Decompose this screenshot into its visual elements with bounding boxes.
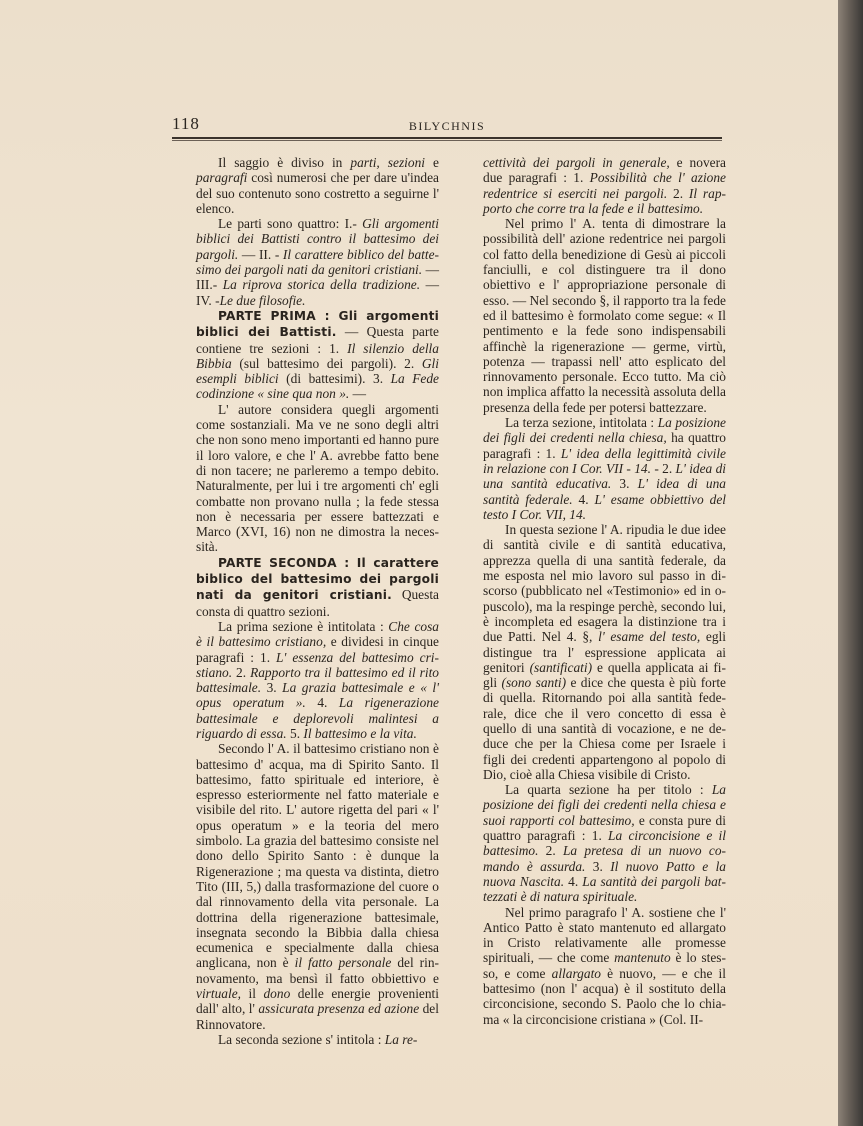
text-run: egli distingue tra l' espressione applicata ai genitori	[483, 629, 726, 675]
italic-text: La re-	[384, 1031, 418, 1047]
running-title: BILYCHNIS	[408, 119, 486, 133]
italic-text: Le due filosofie.	[219, 292, 306, 308]
italic-text: mantenuto	[614, 950, 671, 966]
italic-text: (sono santi)	[501, 675, 567, 691]
paragraph	[196, 155, 439, 216]
italic-text: La posizione dei figli dei credenti nella chiesa e suoi rapporti col battesimo,	[483, 782, 726, 828]
italic-text: L' essenza del battesimo cristiano.	[196, 649, 439, 680]
italic-text: (santificati)	[529, 659, 593, 675]
italic-text: assicurata presenza ed azione	[258, 1001, 420, 1017]
italic-text: allargato	[551, 965, 601, 981]
text-run: e quella applicata ai figli	[483, 659, 726, 691]
italic-text: l' esame del testo,	[598, 629, 701, 645]
text-run: 4.	[572, 491, 595, 507]
text-run: La terza sezione, intitolata :	[505, 415, 658, 431]
text-run: Nel primo paragrafo l' A. sostiene che l' Antico Patto è stato mantenuto ed allargato in Cristo relativamente alle promesse spirituali, — che come	[483, 904, 726, 966]
text-run: 4.	[564, 873, 583, 889]
text-run: ha quattro paragrafi : 1.	[483, 430, 726, 461]
text-run: del Rinnovatore.	[196, 1001, 439, 1032]
italic-text: La circoncisione e il battesimo.	[483, 828, 726, 859]
italic-text: L' idea di una santità educativa.	[483, 460, 727, 492]
italic-text: virtuale,	[196, 986, 241, 1002]
paragraph	[196, 308, 439, 402]
text-run: è nuovo, — e che il battesimo (non l' acqua) è il sostituto della circoncisione, secondo S. Paolo che lo chiama « la circoncisione cristiana » (Col. II-	[483, 965, 726, 1027]
paragraph	[483, 415, 726, 522]
text-run: 5.	[286, 725, 304, 741]
paragraph	[196, 402, 439, 555]
text-run: —	[349, 386, 366, 402]
text-run: (di battesimi). 3.	[278, 371, 391, 387]
italic-text: cettività dei pargoli in generale,	[483, 155, 670, 170]
paragraph	[483, 905, 726, 1027]
header-rule	[172, 137, 722, 141]
text-run: L' autore considera quegli argomenti come sostanziali. Ma ve ne sono degli altri che non sono meno importanti ed hanno pure il loro valore, e che l' A. avrebbe fatto bene di non tacere; ne parleremo a tempo debito. Naturalmente, per lui i tre argomenti ch' egli combatte non provano nulla ; la fede stessa non è necessaria per essere battezzati e Marco (XVI, 16) non ne dimostra la necessità.	[196, 401, 439, 555]
page-number: 118	[172, 114, 200, 133]
text-run: 3.	[261, 680, 283, 696]
text-run: La quarta sezione ha per titolo :	[505, 782, 712, 798]
text-run: 3.	[611, 476, 638, 492]
text-run: La prima sezione è intitolata :	[218, 618, 389, 634]
italic-text: La posizione dei figli dei credenti nella chiesa,	[483, 415, 726, 446]
text-run: il	[241, 986, 264, 1002]
italic-text: Rapporto tra il battesimo ed il rito battesimale.	[196, 664, 439, 696]
italic-text: La grazia battesimale e « l' opus operatum ».	[196, 680, 439, 711]
text-run: e dividesi in cinque paragrafi : 1.	[196, 634, 439, 665]
section-heading: PARTE SECONDA : Il carattere biblico del battesimo dei pargoli nati da genitori cristiani.	[196, 555, 439, 603]
right-column	[483, 155, 726, 1027]
italic-text: L' esame obbiettivo del testo I Cor. VII, 14.	[483, 491, 726, 522]
paragraph	[483, 216, 726, 415]
paragraph	[196, 619, 439, 741]
italic-text: il fatto personale	[294, 955, 392, 971]
paragraph	[196, 1032, 439, 1047]
text-run: In questa sezione l' A. ripudia le due idee di santità civile e di santità educativa, apprezza quella di una santità federale, da me esposta nel mio lavoro sul passo in discorso (pubblicato nel «Testimonio» ed in opuscolo), ma la respinge perchè, secondo lui, è incompleta ed esagera la distinzione tra i due Patti. Nel 4. §,	[483, 522, 726, 645]
text-run: — IV. -	[196, 277, 439, 308]
text-run: e	[425, 155, 439, 170]
left-column	[196, 155, 439, 1047]
text-run: La seconda sezione s' intitola :	[218, 1031, 385, 1047]
text-run: 2.	[667, 185, 689, 201]
text-run: 2.	[538, 843, 563, 859]
section-heading: PARTE PRIMA : Gli argomenti biblici dei Battisti.	[196, 308, 439, 340]
text-run: è lo stesso, e come	[483, 950, 726, 981]
text-run: 2.	[232, 664, 251, 680]
paragraph	[483, 782, 726, 904]
italic-text: Il nuovo Patto e la nuova Nascita.	[483, 858, 726, 889]
text-run: — II. -	[238, 246, 283, 262]
italic-text: Che cosa è il battesimo cristiano,	[196, 618, 439, 650]
italic-text: Il silenzio della Bibbia	[196, 340, 439, 371]
italic-text: La rigenerazione battesimale e deplorevoli malintesi a riguardo di essa.	[196, 695, 439, 741]
text-run: e consta pure di quattro paragrafi : 1.	[483, 812, 726, 844]
italic-text: Il battesimo e la vita.	[303, 725, 417, 741]
text-run: Nel primo l' A. tenta di dimostrare la possibilità dell' azione redentrice nei pargoli col fatto della benedizione di Gesù ai piccoli fanciulli, e col distinguere tra il dono obiettivo e l' appropriazione personale di esso. — Nel secondo §, il rapporto tra la fede ed il battesimo è formolato come segue: « Il pentimento e la fede sono indispensabili affinchè la rigenerazione — germe, virtù, potenza — trapassi nell' atto esplicato del rinnovamento personale. Ecco tutto. Ma ciò non implica affatto la necessità assoluta della presenza della fede per potersi battezzare.	[483, 216, 726, 415]
italic-text: La santità dei pargoli battezzati è di natura spirituale.	[483, 873, 726, 905]
text-run: Secondo l' A. il battesimo cristiano non è battesimo d' acqua, ma di Spirito Santo. Il battesimo, fatto spirituale ed interiore, è espresso esteriormente nel fatto materiale e visibile del rito. L' autore rigetta del pari « l' opus operatum » e la teoria del mero simbolo. La grazia del battesimo consiste nel dono dello Spirito Santo : è dunque la Rigenerazione ; ma questa va distinta, dietro Tito (III, 5,) dalla trasformazione del cuore o dal rinnovamento della vita personale. La dottrina della rigenerazione battesimale, insegnata secondo la Bibbia dalla chiesa ecumenica e specialmente dalla chiesa anglicana, non è	[196, 741, 439, 971]
text-run: 4.	[305, 695, 339, 711]
text-run: Le parti sono quattro: I.-	[218, 216, 363, 232]
paragraph	[483, 155, 726, 216]
italic-text: La riprova storica della tradizione.	[222, 277, 421, 293]
italic-text: paragrafi	[196, 170, 248, 186]
text-run: - 2.	[650, 460, 676, 476]
text-run: e novera due paragrafi : 1.	[483, 155, 726, 186]
italic-text: Gli argomenti biblici dei Battisti contro il battesimo dei pargoli.	[196, 216, 439, 262]
italic-text: Possibilità che l' azione redentrice si eserciti nei pargoli.	[483, 170, 726, 201]
text-run: così numerosi che per dare u'indea del suo contenuto sono costretto a seguirne l' elenco.	[196, 170, 439, 216]
text-run: delle energie provenienti dall' alto, l'	[196, 986, 439, 1017]
text-run: 3.	[585, 858, 611, 874]
italic-text: La Fede codinzione « sine qua non ».	[196, 371, 439, 402]
text-run: (sul battesimo dei pargoli). 2.	[231, 355, 422, 371]
paragraph	[483, 522, 726, 782]
italic-text: Gli esempli biblici	[196, 355, 439, 387]
text-run: Questa consta di quattro sezioni.	[196, 587, 439, 619]
italic-text: parti, sezioni	[350, 155, 426, 170]
italic-text: La pretesa di un nuovo comando è assurda.	[483, 843, 726, 874]
text-run: — III.-	[196, 262, 439, 293]
text-run: Il saggio è diviso in	[218, 155, 351, 170]
paragraph	[196, 216, 439, 308]
text-run: — Questa parte contiene tre sezioni : 1.	[196, 324, 439, 356]
italic-text: L' idea di una santità federale.	[483, 476, 726, 507]
italic-text: dono	[263, 986, 291, 1002]
text-run: del rinnovamento, ma bensì il fatto obbiettivo e	[196, 955, 439, 986]
italic-text: Il rapporto che corre tra la fede e il battesimo.	[483, 185, 726, 216]
page-edge-shadow	[838, 0, 863, 1126]
paragraph	[196, 555, 439, 619]
paragraph	[196, 741, 439, 1032]
text-run: e dice che questa è più forte di quella. Ritornando poi alla santità federale, dice che il vero concetto di essa è quello di una santità di vocazione, e ne deduce che per la Chiesa come per Israele i figli dei credenti appartengono al popolo di Dio, cioè alla Chiesa visibile di Cristo.	[483, 675, 727, 782]
italic-text: L' idea della legittimità civile in relazione con I Cor. VII - 14.	[483, 445, 726, 476]
italic-text: Il carattere biblico del battesimo dei pargoli nati da genitori cristiani.	[196, 246, 439, 278]
